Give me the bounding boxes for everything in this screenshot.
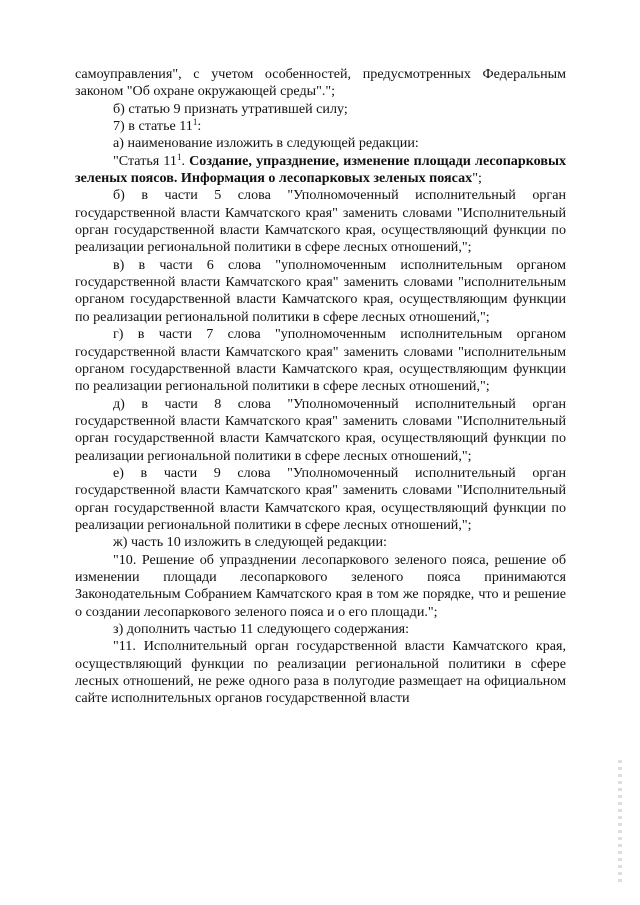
document-body [75,66,566,708]
superscript: 1 [192,117,198,128]
margin-scan-mark [618,760,622,885]
paragraph-item-z: з) дополнить частью 11 следующего содержания: [113,621,410,637]
paragraph-item-v: в) в части 6 слова "уполномоченным исполнительным органом государственной власти Камчатского края" заменить словами "исполнительным органом государственной власти Камчатского края, осуществляющим функции по реализации региональной политики в сфере лесных отношений,"; [75,256,566,325]
paragraph-item-e: е) в части 9 слова "Уполномоченный исполнительный орган государственной власти Камчатского края" заменить словами "Исполнительный орган государственной власти Камчатского края, осуществляющий функции по реализации региональной политики в сфере лесных отношений,"; [75,464,566,533]
paragraph-article-9: б) статью 9 признать утратившей силу; [113,100,348,117]
text-fragment: : [197,118,202,135]
paragraph-item-b: б) в части 5 слова "Уполномоченный исполнительный орган государственной власти Камчатского края" заменить словами "Исполнительный орган государственной власти Камчатского края, осуществляющий функции по реализации региональной политики в сфере лесных отношений,"; [75,187,566,256]
paragraph-article-title [75,153,566,188]
paragraph-item-g: г) в части 7 слова "уполномоченным исполнительным органом государственной власти Камчатского края" заменить словами "исполнительным органом государственной власти Камчатского края, осуществляющим функции по реализации региональной политики в сфере лесных отношений,"; [75,326,566,395]
paragraph-item-zh: ж) часть 10 изложить в следующей редакции: [113,534,387,551]
text-fragment: 7) в статье 11 [113,118,193,135]
paragraph-part-10: "10. Решение об упразднении лесопаркового зеленого пояса, решение об изменении площади лесопаркового зеленого пояса принимаются Законодательным Собранием Камчатского края в том же порядке, что и решение о создании лесопаркового зеленого пояса и о его площади."; [75,551,566,620]
paragraph-item-d: д) в части 8 слова "Уполномоченный исполнительный орган государственной власти Камчатского края" заменить словами "Исполнительный орган государственной власти Камчатского края, осуществляющий функции по реализации региональной политики в сфере лесных отношений,"; [75,395,566,464]
superscript: 1 [176,151,182,162]
paragraph-part-11: "11. Исполнительный орган государственной власти Камчатского края, осуществляющий функции по реализации региональной политики в сфере лесных отношений, не реже одного раза в полугодие размещает на официальном сайте исполнительных органов государственной власти [75,638,566,707]
paragraph-article-11-1 [75,118,566,135]
text-fragment: "Статья 11 [113,152,177,169]
text-fragment: . [181,152,190,169]
paragraph-continuation: самоуправления", с учетом особенностей, предусмотренных Федеральным законом "Об охране окружающей среды"."; [75,66,566,100]
text-fragment: "; [472,170,482,187]
article-title-bold: Создание, упразднение, изменение площади лесопарковых зеленых поясов. Информация о лесопарковых зеленых поясах [75,152,566,187]
paragraph-item-a: а) наименование изложить в следующей редакции: [113,135,419,152]
